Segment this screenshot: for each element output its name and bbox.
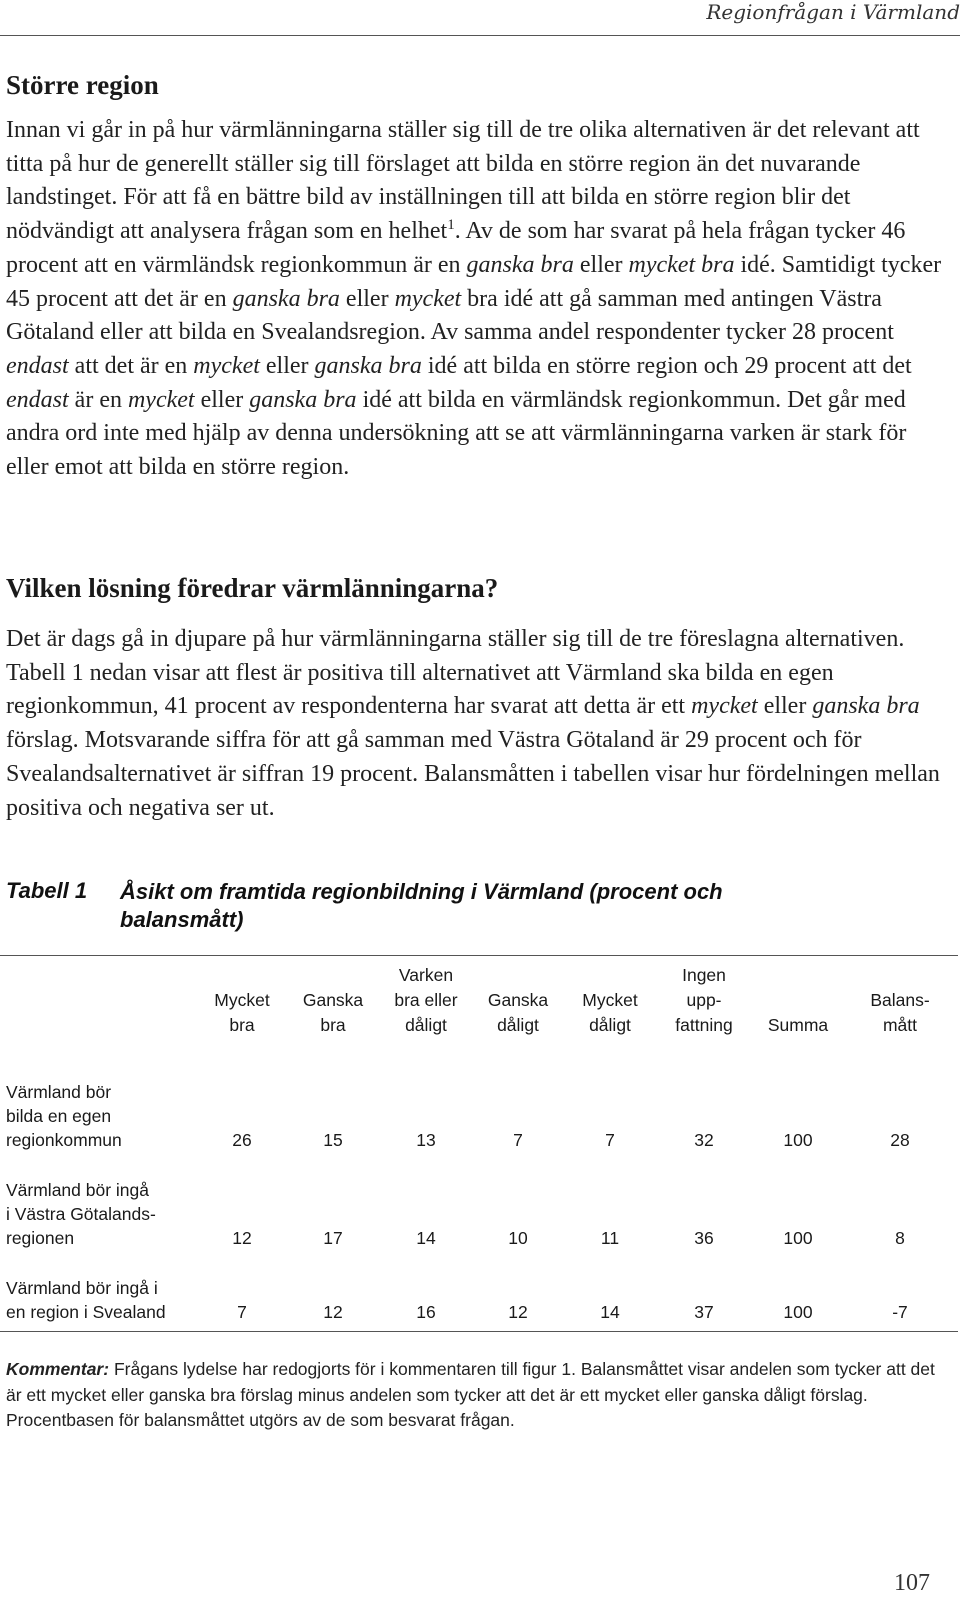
table-top-rule — [0, 955, 958, 956]
table-cell: 36 — [694, 1228, 714, 1248]
row-label: Värmland bör bilda en egen regionkommun — [6, 1082, 122, 1150]
table-cell: 7 — [513, 1130, 523, 1150]
table-cell: 15 — [323, 1130, 343, 1150]
table-bottom-rule — [0, 1331, 958, 1332]
table-cell: 7 — [237, 1302, 247, 1322]
column-header: Ganska dåligt — [487, 990, 549, 1035]
section-heading-vilken-losning: Vilken lösning föredrar värmlänningarna? — [6, 573, 499, 603]
row-label: Värmland bör ingå i Västra Götalands- regionen — [6, 1180, 156, 1248]
table-row — [0, 1250, 958, 1324]
table-cell: 16 — [416, 1302, 436, 1322]
table-cell: 13 — [416, 1130, 436, 1150]
table-cell: 26 — [232, 1130, 252, 1150]
table-cell: 12 — [323, 1302, 343, 1322]
comment-label: Kommentar: — [6, 1359, 110, 1379]
table-cell: 100 — [783, 1228, 813, 1248]
table-comment — [6, 1357, 954, 1434]
page-number: 107 — [894, 1570, 930, 1596]
table-cell: 100 — [783, 1130, 813, 1150]
table-cell: 28 — [890, 1130, 910, 1150]
column-header: Varken bra eller dåligt — [394, 965, 458, 1035]
table-cell: 37 — [694, 1302, 714, 1322]
running-header: Regionfrågan i Värmland — [706, 0, 960, 24]
table-cell: 11 — [600, 1228, 620, 1248]
comment-text: Frågans lydelse har redogjorts för i kommentaren till figur 1. Balansmåttet visar andelen som tycker att det är ett mycket eller ganska bra förslag minus andelen som tycker att det är ett mycket eller ganska dåligt förslag. Procentbasen för balansmåttet utgörs av de som besvarat frågan. — [6, 1359, 935, 1430]
table-cell: 32 — [694, 1130, 714, 1150]
table-row — [0, 1038, 958, 1152]
column-header: Mycket bra — [214, 990, 270, 1035]
column-header: Summa — [767, 1015, 829, 1035]
table-cell: 100 — [783, 1302, 813, 1322]
section-paragraph-storre-region: Innan vi går in på hur värmlänningarna ställer sig till de tre olika alternativen är det relevant att titta på hur de generellt ställer sig till förslaget att bilda en större region än det nuvarande landstinget. För att få en bättre bild av inställningen till att bilda en större region blir det nödvändigt att analysera frågan som en helhet$^1$. Av de som har svarat på hela frågan tycker 46 procent att en värmländsk regionkommun är en ganska bra eller mycket bra idé. Samtidigt tycker 45 procent att det är en ganska bra eller mycket bra idé att gå samman med antingen Västra Götaland eller att bilda en Svealandsregion. Av samma andel respondenter tycker 28 procent endast att det är en mycket eller ganska bra idé att bilda en större region och 29 procent att det endast är en mycket eller ganska bra idé att bilda en värmländsk regionkommun. Det går med andra ord inte med hjälp av denna undersökning att se att värmlänningarna varken är stark för eller emot att bilda en större region. — [6, 117, 942, 481]
section-paragraph-vilken-losning: Det är dags gå in djupare på hur värmlänningarna ställer sig till de tre föreslagna alternativen. Tabell 1 nedan visar att flest är positiva till alternativet att Värmland ska bilda en egen regionkommun, 41 procent av respondenterna har svarat att detta är ett mycket eller ganska bra förslag. Motsvarande siffra för att gå samman med Västra Götaland är 29 procent och för Svealandsalternativet är siffran 19 procent. Balansmåtten i tabellen visar hur fördelningen mellan positiva och negativa ser ut. — [6, 626, 940, 821]
table-header-row — [0, 958, 958, 1038]
table-cell: -7 — [892, 1302, 908, 1322]
table-cell: 10 — [508, 1228, 528, 1248]
section-heading-storre-region: Större region — [6, 70, 159, 100]
table-title: Åsikt om framtida regionbildning i Värmland (procent och balansmått) — [120, 879, 723, 932]
column-header: Mycket dåligt — [582, 990, 638, 1035]
column-header: Balans- mått — [870, 990, 930, 1035]
column-header: Ganska bra — [302, 990, 364, 1035]
table-cell: 17 — [323, 1228, 343, 1248]
table-label: Tabell 1 — [6, 878, 88, 903]
header-rule — [0, 35, 960, 36]
table-cell: 8 — [895, 1228, 905, 1248]
table-cell: 14 — [600, 1302, 620, 1322]
table-cell: 7 — [605, 1130, 615, 1150]
row-label: Värmland bör ingå i en region i Svealand — [6, 1278, 166, 1322]
column-header: Ingen upp- fattning — [675, 965, 733, 1035]
table-cell: 12 — [508, 1302, 528, 1322]
row-label-column-header — [0, 958, 200, 1038]
table-row — [0, 1152, 958, 1250]
table-cell: 14 — [416, 1228, 436, 1248]
table-cell: 12 — [232, 1228, 252, 1248]
opinion-table — [0, 958, 958, 1324]
